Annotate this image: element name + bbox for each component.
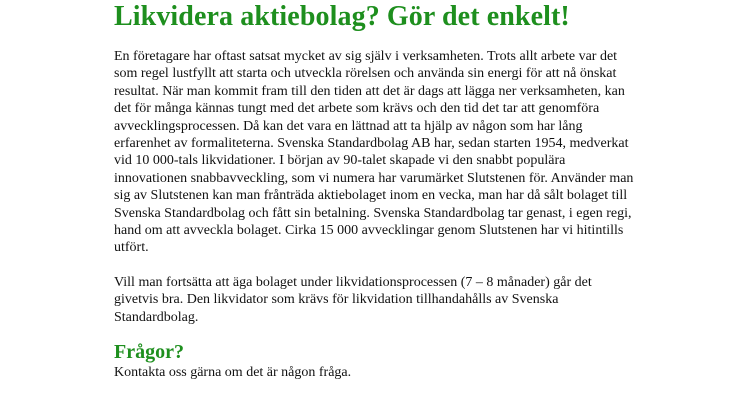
questions-heading: Frågor?	[114, 341, 184, 364]
contact-paragraph: Kontakta oss gärna om det är någon fråga.	[114, 365, 352, 381]
intro-paragraph: En företagare har oftast satsat mycket av sig själv i verksamheten. Trots allt arbete var det som regel lustfyllt att starta och utveckla rörelsen och använda sin energi för att nå önskat resultat. När man kommit fram till den tiden att det är dags att lägga ner verksamheten, kan det för många kännas tungt med det arbete som krävs och den tid det tar att genomföra avvecklingsprocessen. Då kan det vara en lättnad att ta hjälp av någon som har lång erfarenhet av formaliteterna. Svenska Standardbolag AB har, sedan starten 1954, medverkat vid 10 000-tals likvidationer. I början av 90-talet skapade vi den snabbt populära innovationen snabbavveckling, som vi numera har varumärket Slutstenen för. Använder man sig av Slutstenen kan man frånträda aktiebolaget inom en vecka, man har då sålt bolaget till Svenska Standardbolag och fått sin betalning. Svenska Standardbolag tar genast, i egen regi, hand om att avveckla bolaget. Cirka 15 000 avvecklingar genom Slutstenen har vi hitintills utfört.	[114, 49, 634, 256]
page-title: Likvidera aktiebolag? Gör det enkelt!	[114, 1, 570, 32]
ownership-paragraph: Vill man fortsätta att äga bolaget under likvidationsprocessen (7 – 8 månader) går det givetvis bra. Den likvidator som krävs för likvidation tillhandahålls av Svenska Standardbolag.	[114, 274, 592, 325]
article	[114, 0, 634, 382]
